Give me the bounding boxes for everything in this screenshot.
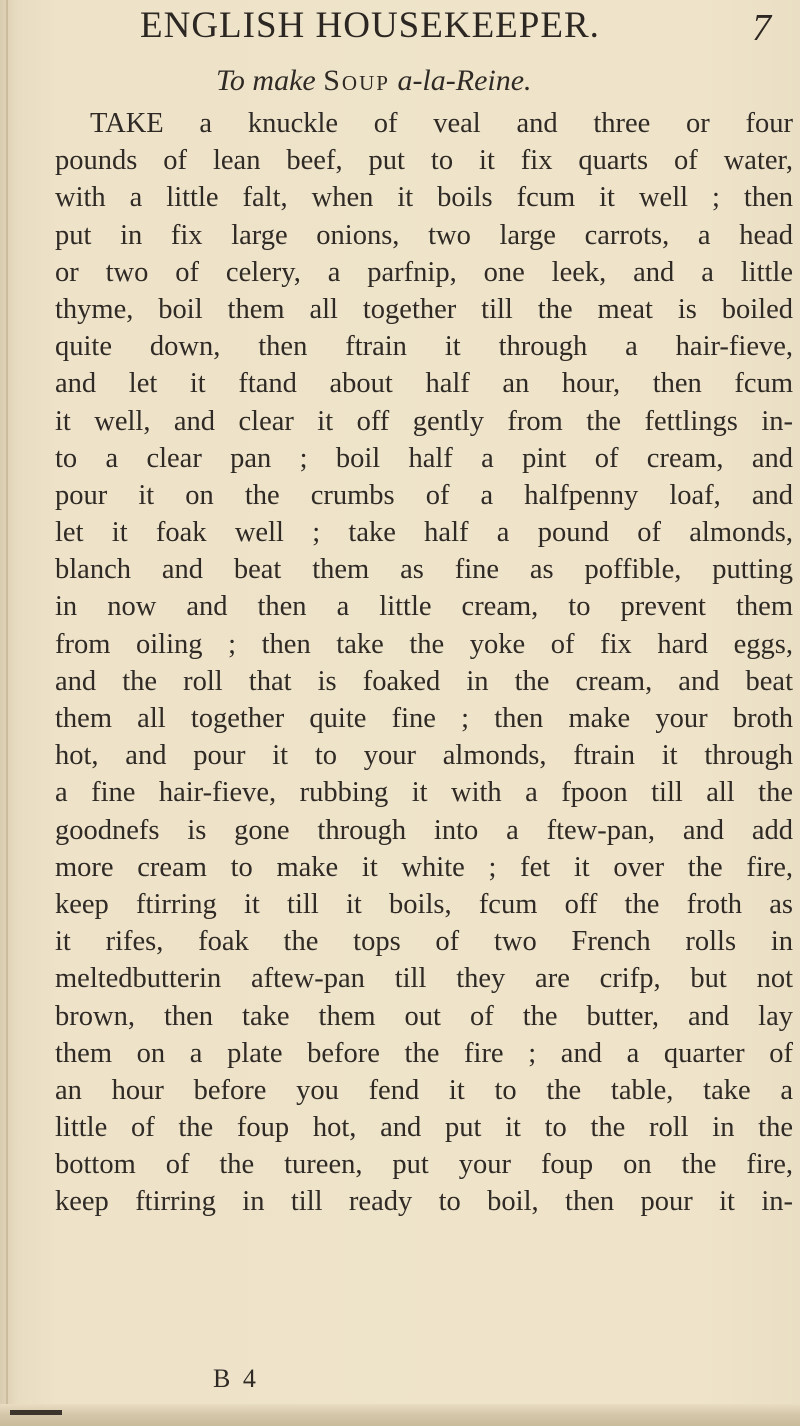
body-line: pour it on the crumbs of a halfpenny loaf, and [55,479,793,511]
body-line: and let it ftand about half an hour, then fcum [55,368,793,400]
page-gutter-shadow [6,0,8,1426]
recipe-body [55,105,793,1221]
body-line: a fine hair-fieve, rubbing it with a fpoon till all the [55,777,793,809]
body-line: little of the foup hot, and put it to the roll in the [55,1112,793,1144]
body-line: them all together quite fine ; then make your broth [55,703,793,734]
recipe-title-prefix: To make [216,64,316,97]
body-line: goodnefs is gone through into a ftew-pan, and add [55,814,793,846]
running-head-title: ENGLISH HOUSEKEEPER. [140,5,600,46]
page-number: 7 [752,7,771,49]
body-line: quite down, then ftrain it through a hair-fieve, [55,331,793,363]
body-line: TAKE a knuckle of veal and three or four [90,108,793,139]
body-line: bottom of the tureen, put your foup on the fire, [55,1149,793,1181]
signature-mark: B 4 [213,1364,259,1393]
binding-mark [10,1410,62,1415]
body-line: put in fix large onions, two large carrots, a head [55,219,793,251]
recipe-title-suffix: a-la-Reine. [397,64,532,97]
running-head [0,0,800,60]
body-line: it well, and clear it off gently from the fettlings in- [55,405,793,437]
body-line: hot, and pour it to your almonds, ftrain it through [55,740,793,772]
body-line: more cream to make it white ; fet it over the fire, [55,851,793,883]
body-line: an hour before you fend it to the table, take a [55,1074,793,1106]
body-line: meltedbutterin aftew-pan till they are crifp, but not [55,963,793,995]
body-line: it rifes, foak the tops of two French rolls in [55,926,793,958]
body-line: and the roll that is foaked in the cream, and beat [55,665,793,697]
body-line: keep ftirring in till ready to boil, then pour it in- [55,1186,793,1218]
body-line: blanch and beat them as fine as poffible, putting [55,554,793,586]
body-line: let it foak well ; take half a pound of almonds, [55,517,793,549]
body-line: to a clear pan ; boil half a pint of cream, and [55,442,793,474]
page-bottom-edge [0,1404,800,1426]
body-line: in now and then a little cream, to prevent them [55,591,793,623]
body-line: with a little falt, when it boils fcum it well ; then [55,182,793,214]
recipe-title [216,64,532,98]
body-line: pounds of lean beef, put to it fix quarts of water, [55,145,793,177]
body-line: from oiling ; then take the yoke of fix hard eggs, [55,628,793,660]
recipe-title-main: Soup [323,64,390,97]
body-line: brown, then take them out of the butter, and lay [55,1000,793,1032]
body-line: them on a plate before the fire ; and a quarter of [55,1037,793,1069]
body-line: thyme, boil them all together till the meat is boiled [55,293,793,325]
body-line: or two of celery, a parfnip, one leek, and a little [55,256,793,288]
body-line: keep ftirring it till it boils, fcum off the froth as [55,888,793,920]
